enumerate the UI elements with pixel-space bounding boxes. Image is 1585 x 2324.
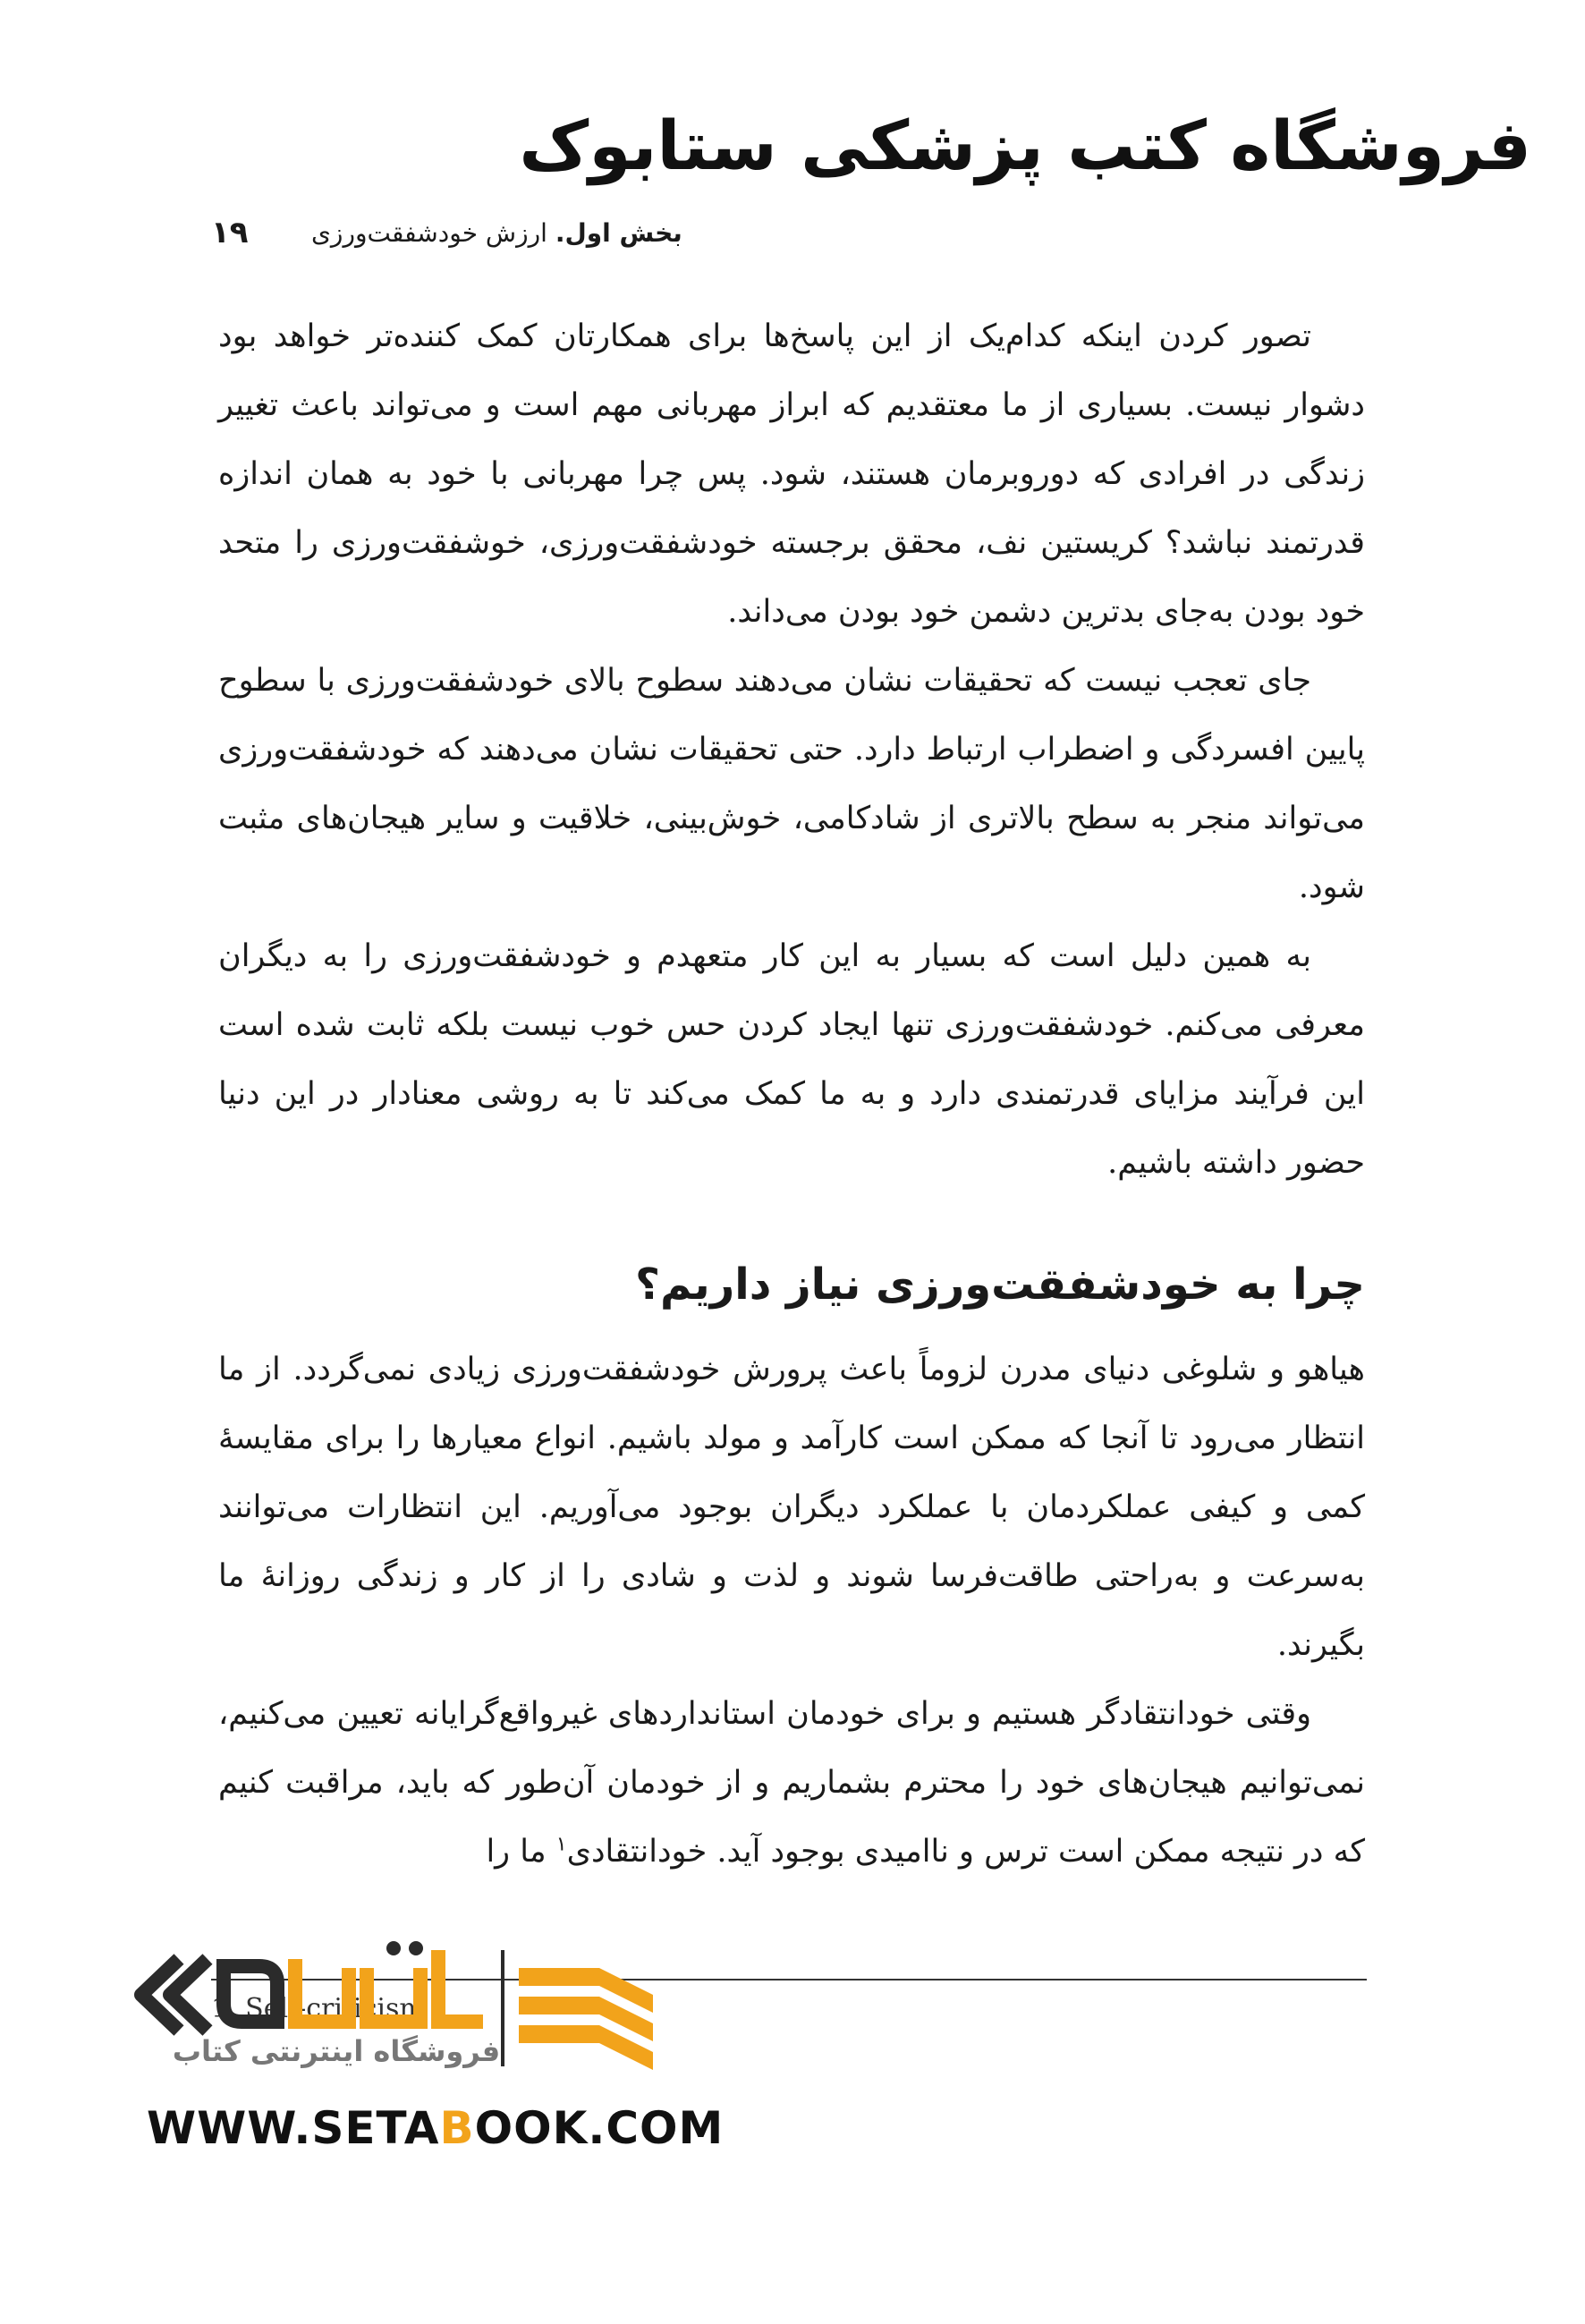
page-number: ۱۹: [211, 215, 249, 250]
paragraph: تصور کردن اینکه کدام‌یک از این پاسخ‌ها برای همکارتان کمک کننده‌تر خواهد بود دشوار نیست. بسیاری از ما معتقدیم که ابراز مهربانی مهم است و می‌تواند باعث تغییر زندگی در افرادی که دوروبرمان هستند، شود. پس چرا مهربانی با خود به همان اندازه قدرتمند نباشد؟ کریستین نف، محقق برجسته خودشفقت‌ورزی، خوشفقت‌ورزی را متحد خود بودن به‌جای بدترین دشمن خود بودن می‌داند.: [218, 318, 1365, 630]
paragraph-tail: ما را: [486, 1834, 556, 1870]
setabook-logo: [125, 1932, 725, 2218]
url-suffix: OOK.COM: [474, 2102, 725, 2154]
paragraph: هیاهو و شلوغی دنیای مدرن لزوماً باعث پرورش خودشفقت‌ورزی زیادی نمی‌گردد. از ما انتظار می‌رود تا آنجا که ممکن است کارآمد و مولد باشیم. انواع معیارها را برای مقایسهٔ کمی و کیفی عملکردمان با عملکرد دیگران بوجود می‌آوریم. این انتظارات می‌توانند به‌سرعت و به‌راحتی طاقت‌فرسا شوند و لذت و شادی را از کار و زندگی روزانهٔ ما بگیرند.: [218, 1352, 1365, 1663]
section-heading: چرا به خودشفقت‌ورزی نیاز داریم؟: [635, 1260, 1365, 1310]
setabook-logo-mark-icon: [125, 1932, 680, 2102]
main-text: [218, 302, 1365, 1887]
paragraph-with-footnote: [218, 1680, 1365, 1887]
website-url: [147, 2102, 724, 2154]
footnote: 1. Self-criticism: [211, 1993, 425, 2024]
url-accent: B: [439, 2102, 475, 2154]
url-prefix: WWW.SETA: [147, 2102, 440, 2154]
paragraph: به همین دلیل است که بسیار به این کار متعهدم و خودشفقت‌ورزی را به دیگران معرفی می‌کنم. خودشفقت‌ورزی تنها ایجاد کردن حس خوب نیست بلکه ثابت شده است این فرآیند مزایای قدرتمندی دارد و به ما کمک می‌کند تا به روشی معنادار در این دنیا حضور داشته باشیم.: [218, 938, 1365, 1181]
footnote-reference: ۱: [555, 1833, 567, 1856]
paragraph-text: وقتی خودانتقادگر هستیم و برای خودمان استانداردهای غیرواقع‌گرایانه تعیین می‌کنیم، نمی‌توانیم هیجان‌های خود را محترم بشماریم و از خودمان آن‌طور که باید، مراقبت کنیم که در نتیجه ممکن است ترس و ناامیدی بوجود آید. خودانتقادی: [218, 1696, 1365, 1870]
chapter-heading: [311, 218, 682, 248]
logo-tagline: فروشگاه اینترنتی کتاب: [172, 2034, 501, 2068]
store-watermark-title: فروشگاه کتب پزشکی ستابوک: [519, 106, 1531, 185]
running-header: [211, 211, 1374, 265]
paragraph: جای تعجب نیست که تحقیقات نشان می‌دهند سطوح بالای خودشفقت‌ورزی با سطوح پایین افسردگی و اضطراب ارتباط دارد. حتی تحقیقات نشان می‌دهند که خودشفقت‌ورزی می‌تواند منجر به سطح بالاتری از شادکامی، خوش‌بینی، خلاقیت و سایر هیجان‌های مثبت شود.: [218, 663, 1365, 905]
part-label: بخش اول.: [555, 218, 682, 248]
chapter-title: ارزش خودشفقت‌ورزی: [311, 218, 547, 248]
